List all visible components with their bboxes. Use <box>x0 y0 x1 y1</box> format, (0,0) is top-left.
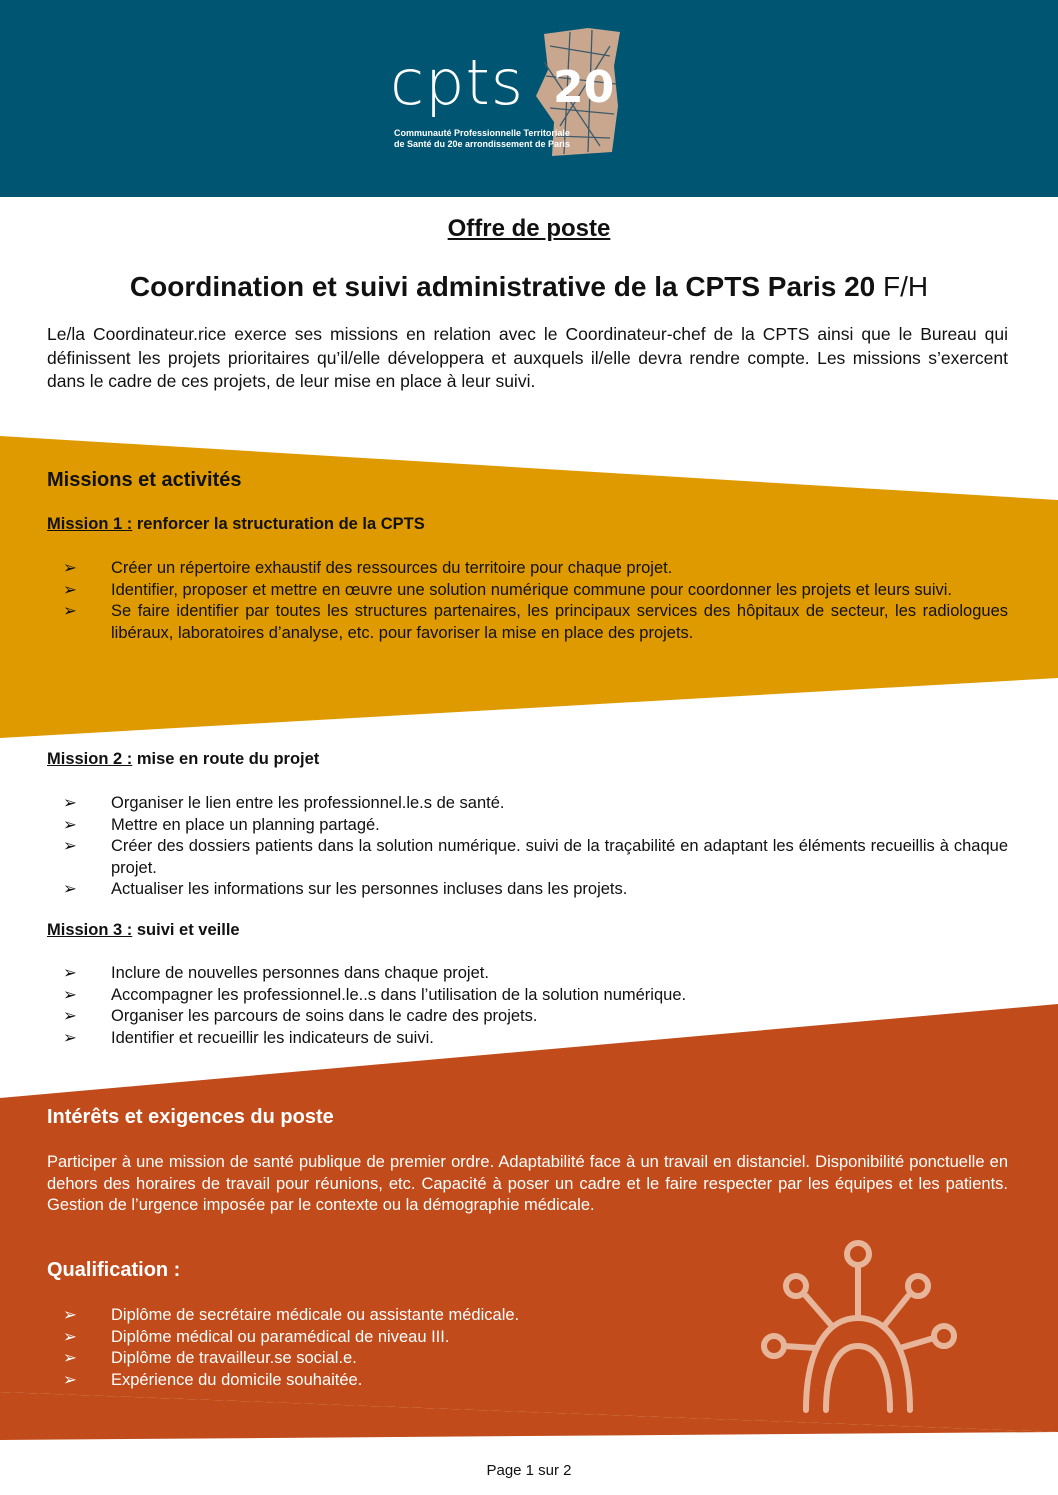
list-item-text: Accompagner les professionnel.le..s dans l’utilisation de la solution numérique. <box>111 985 687 1004</box>
arrow-icon: ➢ <box>63 794 77 812</box>
intro-paragraph: Le/la Coordinateur.rice exerce ses missions en relation avec le Coordinateur-chef de la CPTS ainsi que le Bureau qui définissent les projets prioritaires qu’il/elle développera et auxquels il/elle devra rendre compte. Les missions s’exercent dans le cadre de ces projets, de leur mise en place à leur suivi. <box>47 324 1008 391</box>
arrow-icon: ➢ <box>63 1370 77 1389</box>
qualification-list <box>63 1305 703 1391</box>
list-item <box>63 580 1008 602</box>
list-item-text: Créer des dossiers patients dans la solution numérique. suivi de la traçabilité en adaptant les éléments recueillis à chaque projet. <box>111 837 1008 877</box>
mission2-list <box>63 793 1008 901</box>
list-item <box>63 963 1008 985</box>
list-item-text: Inclure de nouvelles personnes dans chaque projet. <box>111 964 489 982</box>
offer-heading: Offre de poste <box>447 215 611 242</box>
mission3-title: suivi et veille <box>136 921 240 939</box>
arrow-icon: ➢ <box>63 815 77 834</box>
list-item <box>63 1006 1008 1028</box>
arrow-icon: ➢ <box>63 559 77 577</box>
list-item-text: Identifier et recueillir les indicateurs de suivi. <box>111 1028 434 1047</box>
list-item <box>63 815 1008 837</box>
header-banner <box>0 0 1058 197</box>
mission1-title: renforcer la structuration de la CPTS <box>136 515 425 533</box>
mission2-title: mise en route du projet <box>136 750 320 768</box>
arrow-icon: ➢ <box>63 964 77 982</box>
arrow-icon: ➢ <box>63 1349 77 1367</box>
mission1-label: Mission 1 : <box>47 515 133 533</box>
mission2-heading <box>47 750 319 769</box>
logo-subtitle-line2: de Santé du 20e arrondissement de Paris <box>394 139 571 149</box>
list-item-text: Identifier, proposer et mettre en œuvre une solution numérique commune pour coordonner les projets et leurs suivi. <box>111 580 953 599</box>
list-item <box>63 1028 1008 1050</box>
list-item-text: Organiser le lien entre les professionnel.le.s de santé. <box>111 794 505 812</box>
list-item <box>63 1305 703 1327</box>
arrow-icon: ➢ <box>63 1007 77 1025</box>
arrow-icon: ➢ <box>63 1028 77 1047</box>
list-item <box>63 1327 703 1349</box>
mission1-heading <box>47 515 425 534</box>
list-item <box>63 793 1008 815</box>
arrow-icon: ➢ <box>63 580 77 599</box>
arrow-icon: ➢ <box>63 985 77 1004</box>
list-item <box>63 836 1008 879</box>
network-emblem-icon <box>758 1238 958 1416</box>
qualification-heading: Qualification : <box>47 1259 181 1281</box>
list-item-text: Organiser les parcours de soins dans le cadre des projets. <box>111 1007 538 1025</box>
interets-heading: Intérêts et exigences du poste <box>47 1106 334 1128</box>
arrow-icon: ➢ <box>63 837 77 855</box>
mission1-list <box>63 558 1008 644</box>
logo-subtitle-line1: Communauté Professionnelle Territoriale <box>394 128 570 138</box>
list-item-text: Actualiser les informations sur les personnes incluses dans les projets. <box>111 880 628 898</box>
job-title-text: Coordination et suivi administrative de la CPTS Paris 20 <box>129 271 876 302</box>
job-title-suffix: F/H <box>883 271 929 302</box>
page-footer: Page 1 sur 2 <box>486 1462 572 1479</box>
list-item <box>63 985 1008 1007</box>
logo-wordmark: cpts <box>390 46 525 119</box>
arrow-icon: ➢ <box>63 1306 77 1324</box>
list-item-text: Expérience du domicile souhaitée. <box>111 1370 363 1389</box>
mission2-label: Mission 2 : <box>47 750 133 768</box>
job-title <box>0 271 1058 303</box>
list-item <box>63 1348 703 1370</box>
list-item <box>63 1370 703 1392</box>
list-item-text: Mettre en place un planning partagé. <box>111 815 380 834</box>
list-item-text: Diplôme de travailleur.se social.e. <box>111 1349 357 1367</box>
list-item <box>63 879 1008 901</box>
list-item-text: Diplôme médical ou paramédical de niveau III. <box>111 1327 450 1346</box>
missions-heading: Missions et activités <box>47 469 242 491</box>
mission3-label: Mission 3 : <box>47 921 133 939</box>
list-item <box>63 601 1008 644</box>
arrow-icon: ➢ <box>63 880 77 898</box>
arrow-icon: ➢ <box>63 1327 77 1346</box>
list-item-text: Se faire identifier par toutes les structures partenaires, les principaux services des hôpitaux de secteur, les radiologues libéraux, laboratoires d’analyse, etc. pour favoriser la mise en place des projets. <box>111 602 1008 642</box>
logo-subtitle <box>394 128 570 150</box>
list-item-text: Diplôme de secrétaire médicale ou assistante médicale. <box>111 1306 520 1324</box>
list-item <box>63 558 1008 580</box>
mission3-list <box>63 963 1008 1049</box>
interets-paragraph: Participer à une mission de santé publique de premier ordre. Adaptabilité face à un travail en distanciel. Disponibilité ponctuelle en dehors des horaires de travail pour réunions, etc. Capacité à poser un cadre et le faire respecter par les équipes et les patients. Gestion de l’urgence imposée par le contexte ou la démographie médicale. <box>47 1153 1008 1214</box>
arrow-icon: ➢ <box>63 602 77 620</box>
list-item-text: Créer un répertoire exhaustif des ressources du territoire pour chaque projet. <box>111 559 673 577</box>
mission3-heading <box>47 921 240 940</box>
logo-number: 20 <box>553 62 615 113</box>
